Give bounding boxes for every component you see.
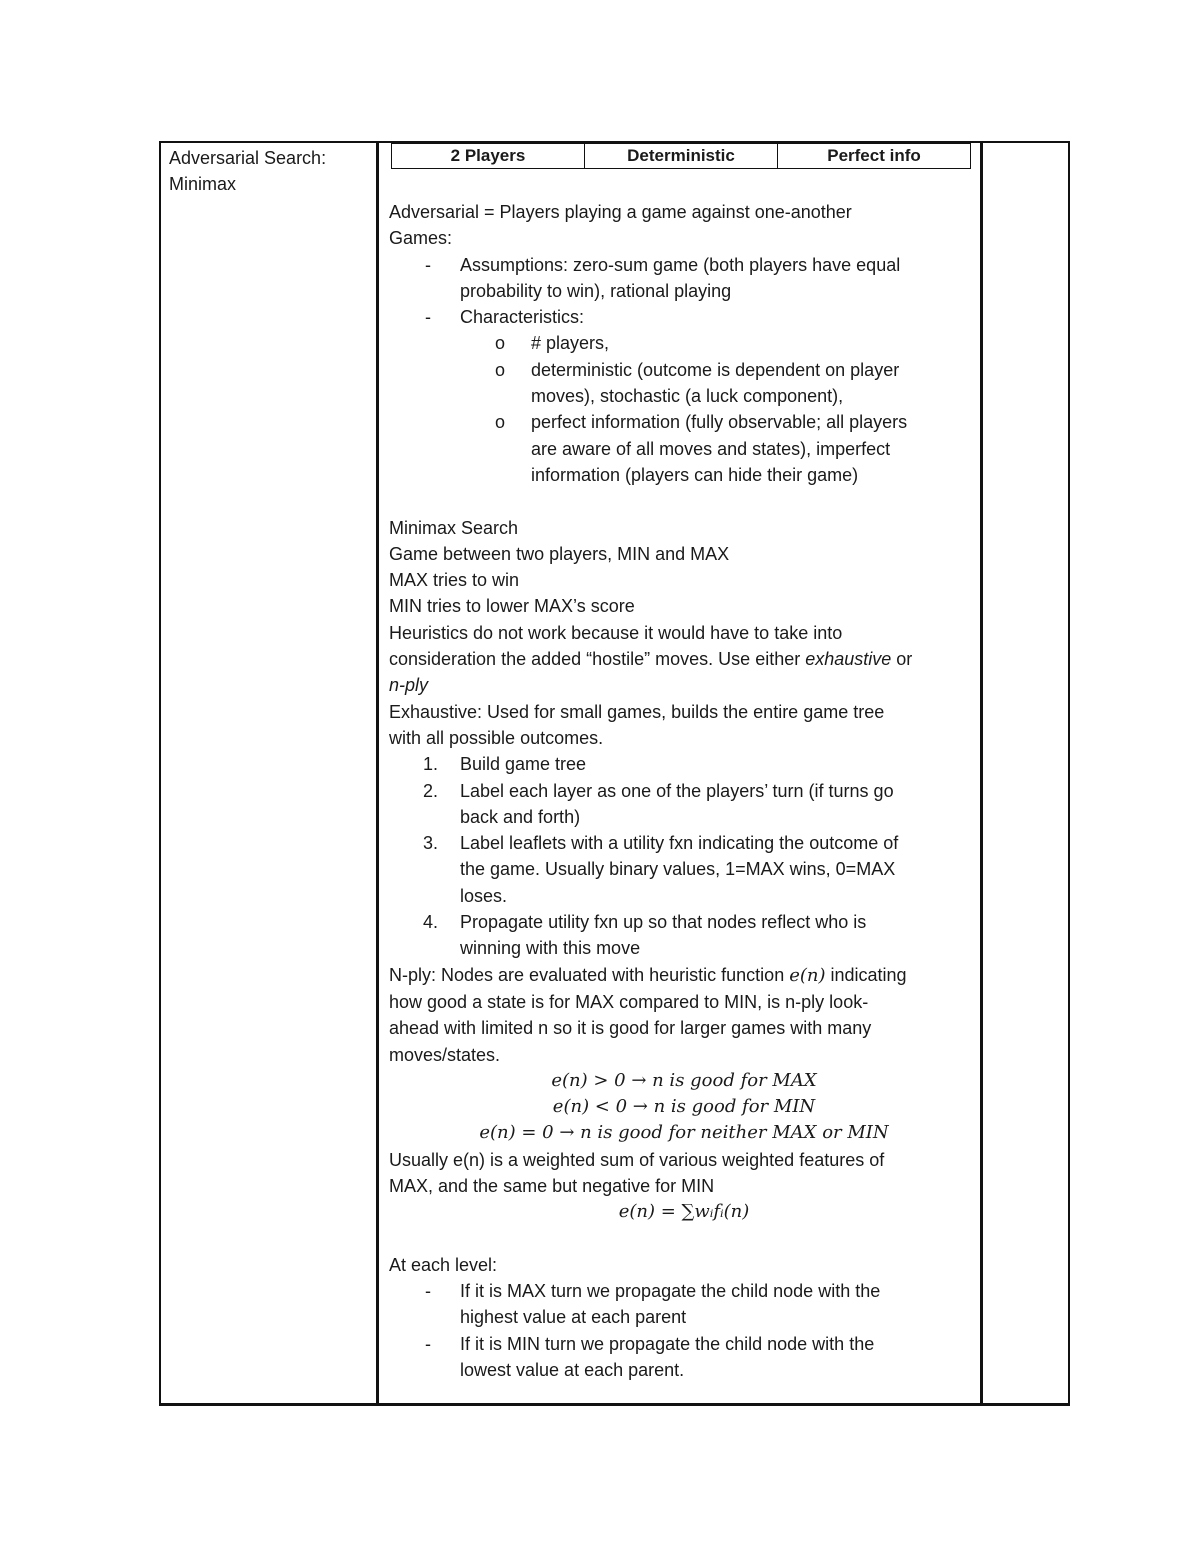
- table-divider-1: [376, 141, 379, 1405]
- list-item: - If it is MAX turn we propagate the child node with the highest value at each parent: [389, 1278, 979, 1331]
- topic-title-line2: Minimax: [169, 174, 237, 194]
- header-players: 2 Players: [450, 146, 526, 165]
- equation: e(n) = 0 → n is good for neither MAX or MIN: [479, 1122, 889, 1144]
- sub-list-item: o # players,: [389, 330, 979, 356]
- sub-list-item: o deterministic (outcome is dependent on player moves), stochastic (a luck component),: [389, 357, 979, 410]
- minimax-heading: Minimax Search: [389, 517, 519, 538]
- list-item: - If it is MIN turn we propagate the child node with the lowest value at each parent.: [389, 1331, 979, 1384]
- equation: e(n) = ∑wᵢfᵢ(n): [618, 1201, 750, 1223]
- table-right-border: [1068, 141, 1070, 1405]
- list-item: - Assumptions: zero-sum game (both players have equal probability to win), rational playing: [389, 252, 979, 305]
- text-line: N-ply: Nodes are evaluated with heuristic function e(n) indicating: [389, 964, 907, 986]
- circle-bullet: o: [495, 333, 506, 354]
- numbered-item: 2. Label each layer as one of the players’ turn (if turns go back and forth): [423, 780, 894, 827]
- dash-bullet: -: [425, 307, 431, 328]
- notes-content: Adversarial = Players playing a game against one-another Games: - Assumptions: zero-sum game (both players have equal probability to win), rational playing - Characteristics: o # players, o deterministic (outcome is dependent on player moves), stochastic (a luck component), o perfect information (fully observable; all players are aware of all moves and states), imperfect information (players can hide their game) Minimax Search Game between two players, MIN and MAX MAX tries to win MIN tries to lower MAX’s score Heuristics do not work because it would have to take into consideration the added “hostile” moves. Use either exhaustive or n-ply Exhaustive: Used for small games, builds the entire game tree with all possible outcomes. 1. Build game tree 2. Label each layer as one of the players’ turn (if turns go back and forth) 3. Label leaflets with a utility fxn indicating the outcome of the game. Usually binary values, 1=MAX wins, 0=MAX loses. 4. Propagate utility fxn up so that nodes reflect who is winning with this move N-ply: Nodes are evaluated with heuristic function e(n) indicating how good a state is for MAX compared to MIN, is n-ply look- ahead with limited n so it is good for larger games with many moves/states. e(n) > 0 → n is good for MAX e(n) < 0 → n is good for MIN e(n) = 0 → n is good for neither MAX or MIN Usually e(n) is a weighted sum of various weighted features of MAX, and the same but negative for MIN e(n) = ∑wᵢfᵢ(n) At each level: - If it is MAX turn we propagate the child node with the highest value at each parent - If it is MIN turn we propagate the child node with the lowest value at each parent.: [389, 199, 979, 1383]
- table-divider-2: [980, 141, 983, 1405]
- equation: e(n) < 0 → n is good for MIN: [552, 1096, 816, 1118]
- table-left-border: [159, 141, 161, 1405]
- equation: e(n) > 0 → n is good for MAX: [551, 1069, 817, 1091]
- header-perfect-info: Perfect info: [777, 144, 970, 168]
- notes-table: [159, 141, 1070, 1405]
- dash-bullet: -: [425, 1333, 431, 1354]
- numbered-item: 3. Label leaflets with a utility fxn indicating the outcome of the game. Usually binary values, 1=MAX wins, 0=MAX loses.: [423, 833, 899, 906]
- text-line: consideration the added “hostile” moves. Use either exhaustive or: [389, 649, 913, 670]
- numbered-item: 1. Build game tree: [423, 754, 587, 775]
- list-item: - Characteristics:: [389, 304, 979, 330]
- dash-bullet: -: [425, 254, 431, 275]
- text-line: n-ply: [389, 675, 429, 696]
- properties-header: [391, 143, 971, 169]
- circle-bullet: o: [495, 359, 506, 380]
- games-heading: Games:: [389, 228, 453, 249]
- level-heading: At each level:: [389, 1254, 498, 1275]
- sub-list-item: o perfect information (fully observable; all players are aware of all moves and states), imperfect information (players can hide their game): [389, 409, 979, 488]
- circle-bullet: o: [495, 412, 506, 433]
- table-bottom-border: [159, 1403, 1070, 1406]
- topic-title-line1: Adversarial Search:: [169, 148, 327, 168]
- header-deterministic: Deterministic: [584, 144, 777, 168]
- topic-cell: [169, 145, 369, 197]
- dash-bullet: -: [425, 1281, 431, 1302]
- adversarial-definition: Adversarial = Players playing a game against one-another: [389, 202, 852, 222]
- numbered-item: 4. Propagate utility fxn up so that nodes reflect who is winning with this move: [423, 912, 867, 959]
